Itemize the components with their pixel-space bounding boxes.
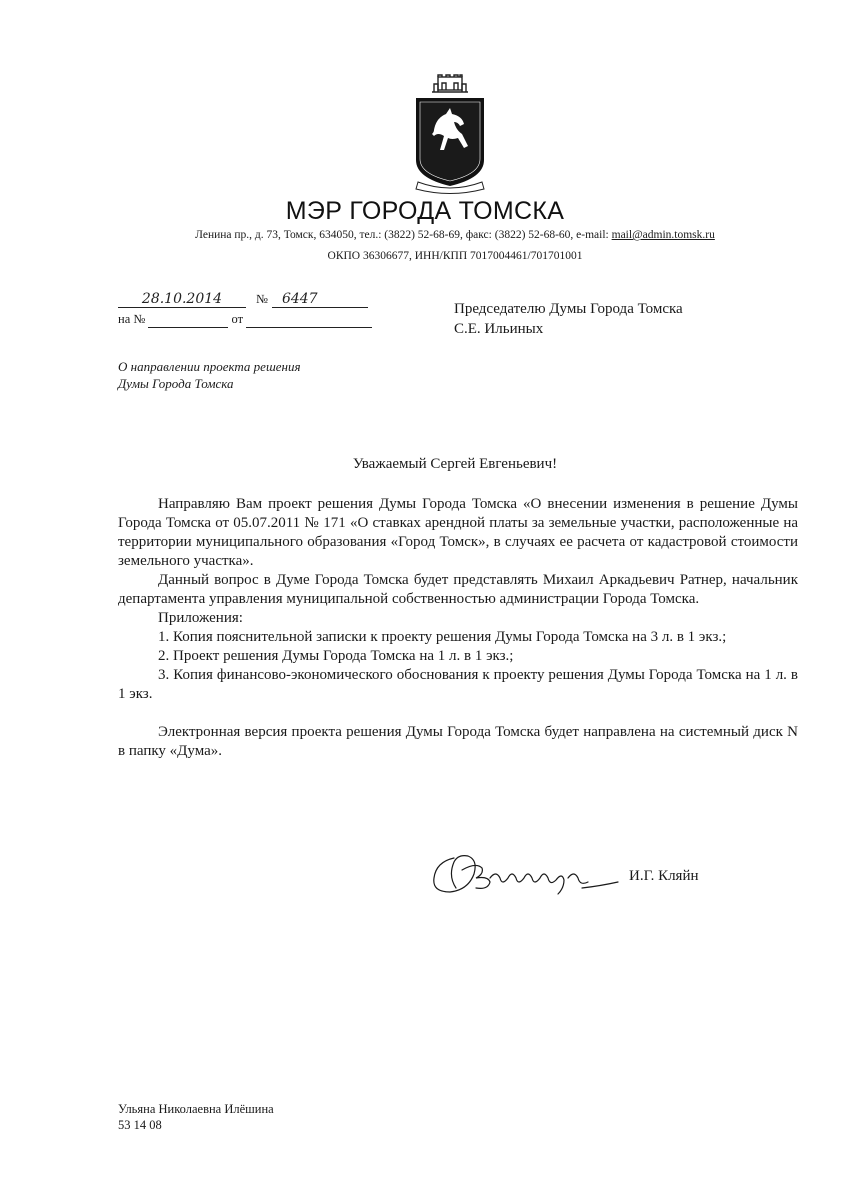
addressee-position: Председателю Думы Города Томска: [454, 301, 683, 317]
body-paragraph-1: Направляю Вам проект решения Думы Города Томска «О внесении изменения в решение Думы Города Томска от 05.07.2011 № 171 «О ставках арендной платы за земельные участки, расположенные на территории муниципального образования «Город Томск», в случаях ее расчета от кадастровой стоимости земельного участка».: [118, 496, 798, 569]
from-label: от: [231, 312, 244, 326]
reply-date-blank: [246, 312, 372, 328]
reply-label: на №: [118, 312, 146, 326]
document-title: МЭР ГОРОДА ТОМСКА: [285, 197, 565, 225]
attachment-item-1: 1. Копия пояснительной записки к проекту решения Думы Города Томска на 3 л. в 1 экз.;: [158, 629, 727, 645]
registration-date-number: [118, 290, 388, 312]
number-sign: №: [256, 292, 268, 306]
address-line: [0, 229, 850, 241]
salutation: Уважаемый Сергей Евгеньевич!: [352, 456, 558, 472]
addressee-block: [454, 299, 683, 339]
signer-name: И.Г. Кляйн: [629, 868, 699, 884]
address-text: Ленина пр., д. 73, Томск, 634050, тел.: (3822) 52-68-69, факс: (3822) 52-68-60, e-mail:: [195, 229, 612, 241]
email-link[interactable]: mail@admin.tomsk.ru: [611, 229, 715, 241]
subject-block: [118, 358, 301, 392]
subject-line-2: Думы Города Томска: [118, 376, 234, 391]
coat-of-arms-emblem: [404, 74, 496, 196]
attachment-item-3: 3. Копия финансово-экономического обоснования к проекту решения Думы Города Томска на 1 л. в 1 экз.: [118, 667, 798, 702]
okpo-line: ОКПО 36306677, ИНН/КПП 7017004461/701701001: [327, 250, 583, 262]
handwritten-signature: [432, 848, 620, 896]
reply-reference: [118, 312, 388, 332]
body-paragraph-3: Электронная версия проекта решения Думы Города Томска будет направлена на системный диск N в папку «Дума».: [118, 724, 798, 759]
subject-line-1: О направлении проекта решения: [118, 359, 301, 374]
addressee-name: С.Е. Ильиных: [454, 321, 544, 337]
reply-number-blank: [148, 312, 228, 328]
letter-body: [118, 495, 798, 761]
registration-date: 28.10.2014: [118, 291, 246, 308]
body-spacer: [118, 704, 798, 723]
body-paragraph-2: Данный вопрос в Думе Города Томска будет представлять Михаил Аркадьевич Ратнер, начальник департамента управления муниципальной собственностью администрации Города Томска.: [118, 572, 798, 607]
registration-number: 6447: [272, 291, 368, 308]
contact-block: [118, 1101, 274, 1133]
contact-name: Ульяна Николаевна Илёшина: [118, 1102, 274, 1116]
attachments-label: Приложения:: [158, 610, 243, 626]
contact-phone: 53 14 08: [118, 1118, 162, 1132]
attachment-item-2: 2. Проект решения Думы Города Томска на 1 л. в 1 экз.;: [158, 648, 514, 664]
